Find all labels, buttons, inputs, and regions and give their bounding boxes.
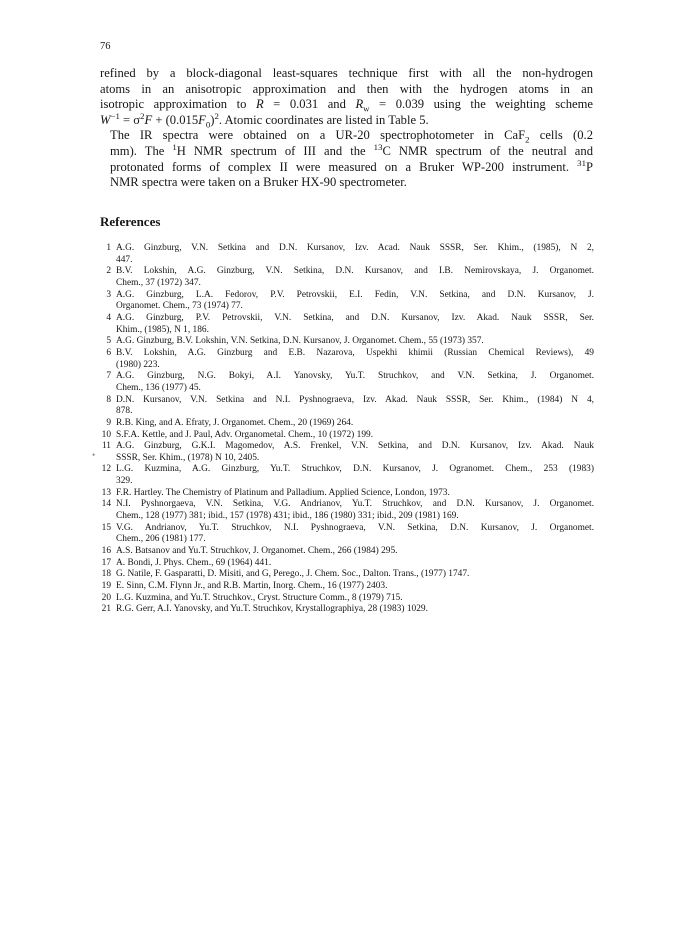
reference-number: 7 bbox=[106, 371, 111, 382]
reference-item bbox=[100, 464, 594, 487]
reference-text bbox=[116, 418, 594, 430]
reference-line: N.I. Pyshnorgaeva, V.N. Setkina, V.G. Andrianov, Yu.T. Struchkov, and D.N. Kursanov, J. Organomet. bbox=[116, 499, 594, 510]
reference-item bbox=[100, 336, 594, 348]
reference-line: A.G. Ginzburg, L.A. Fedorov, P.V. Petrovskii, E.I. Fedin, V.N. Setkina, and D.N. Kursanov, J. bbox=[116, 289, 594, 300]
reference-line: Organomet. Chem., 73 (1974) 77. bbox=[116, 301, 243, 312]
reference-line: L.G. Kuzmina, and Yu.T. Struchkov., Cryst. Structure Comm., 8 (1979) 715. bbox=[116, 592, 403, 603]
reference-text bbox=[116, 546, 594, 558]
reference-item bbox=[100, 266, 594, 289]
reference-line: D.N. Kursanov, V.N. Setkina and N.I. Pyshnograeva, Izv. Akad. Nauk SSSR, Ser. Khim., (1984) N 4, bbox=[116, 394, 594, 405]
margin-dot: • bbox=[92, 450, 96, 460]
reference-line: R.G. Gerr, A.I. Yanovsky, and Yu.T. Struchkov, Krystallographiya, 28 (1983) 1029. bbox=[116, 604, 428, 615]
reference-item bbox=[100, 243, 594, 266]
reference-item bbox=[100, 604, 594, 616]
reference-line: L.G. Kuzmina, A.G. Ginzburg, Yu.T. Struchkov, D.N. Kursanov, J. Ogranomet. Chem., 253 (1983) bbox=[116, 464, 594, 475]
text-line: mm). The $^1$H NMR spectrum of III and the $^{13}$C NMR spectrum of the neutral and bbox=[110, 141, 593, 158]
reference-line: Khim., (1985), N 1, 186. bbox=[116, 324, 209, 335]
reference-number: 5 bbox=[106, 336, 111, 347]
reference-item bbox=[100, 488, 594, 500]
reference-text bbox=[116, 593, 594, 605]
reference-line: F.R. Hartley. The Chemistry of Platinum and Palladium. Applied Science, London, 1973. bbox=[116, 487, 450, 498]
reference-line: R.B. King, and A. Efraty, J. Organomet. Chem., 20 (1969) 264. bbox=[116, 417, 354, 428]
reference-line: S.F.A. Kettle, and J. Paul, Adv. Organometal. Chem., 10 (1972) 199. bbox=[116, 429, 374, 440]
text-line: atoms in an anisotropic approximation and then with the hydrogen atoms in an bbox=[100, 81, 593, 96]
reference-line: A.G. Ginzburg, P.V. Petrovskii, V.N. Setkina, and D.N. Kursanov, Izv. Akad. Nauk SSSR, Ser. bbox=[116, 312, 594, 323]
reference-text bbox=[116, 243, 594, 266]
reference-item bbox=[100, 581, 594, 593]
reference-number: 3 bbox=[106, 289, 111, 300]
paragraph-spectra bbox=[100, 128, 593, 190]
reference-line: (1980) 223. bbox=[116, 359, 160, 370]
reference-line: Chem., 128 (1977) 381; ibid., 157 (1978) 431; ibid., 186 (1980) 331; ibid., 209 (1981) 169. bbox=[116, 511, 459, 522]
reference-line: A.G. Ginzburg, G.K.I. Magomedov, A.S. Frenkel, V.N. Setkina, and D.N. Kursanov, Izv. Akad. Nauk bbox=[116, 441, 594, 452]
reference-item bbox=[100, 523, 594, 546]
reference-text bbox=[116, 290, 594, 313]
reference-item bbox=[100, 290, 594, 313]
reference-number: 4 bbox=[106, 312, 111, 323]
references-list bbox=[100, 243, 594, 616]
reference-line: B.V. Lokshin, A.G. Ginzburg and E.B. Nazarova, Uspekhi khimii (Russian Chemical Reviews), 49 bbox=[116, 347, 594, 358]
reference-number: 2 bbox=[106, 266, 111, 277]
reference-line: Chem., 37 (1972) 347. bbox=[116, 277, 201, 288]
reference-line: G. Natile, F. Gasparatti, D. Misiti, and G, Perego., J. Chem. Soc., Dalton. Trans., (1977) 1747. bbox=[116, 569, 470, 580]
text-line: $W^{-1} = \sigma^2F + (0.015F_0)^2$. Atomic coordinates are listed in Table 5. bbox=[100, 110, 429, 130]
reference-text bbox=[116, 604, 594, 616]
reference-line: A.S. Batsanov and Yu.T. Struchkov, J. Organomet. Chem., 266 (1984) 295. bbox=[116, 546, 398, 557]
reference-number: 17 bbox=[101, 557, 111, 568]
reference-line: A.G. Ginzburg, V.N. Setkina and D.N. Kursanov, Izv. Acad. Nauk SSSR, Ser. Khim., (1985), N 2, bbox=[116, 243, 594, 253]
reference-number: 9 bbox=[106, 417, 111, 428]
reference-line: A. Bondi, J. Phys. Chem., 69 (1964) 441. bbox=[116, 557, 272, 568]
reference-number: 6 bbox=[106, 347, 111, 358]
reference-item bbox=[100, 569, 594, 581]
reference-text bbox=[116, 395, 594, 418]
reference-text bbox=[116, 464, 594, 487]
reference-number: 8 bbox=[106, 394, 111, 405]
reference-line: SSSR, Ser. Khim., (1978) N 10, 2405. bbox=[116, 452, 260, 463]
page-number: 76 bbox=[100, 41, 111, 52]
reference-item bbox=[100, 593, 594, 605]
reference-number: 21 bbox=[101, 604, 111, 615]
reference-item bbox=[100, 348, 594, 371]
reference-text bbox=[116, 523, 594, 546]
reference-text bbox=[116, 348, 594, 371]
reference-line: A.G. Ginzburg, B.V. Lokshin, V.N. Setkina, D.N. Kursanov, J. Organomet. Chem., 55 (1973) 357. bbox=[116, 336, 484, 347]
paragraph-refinement bbox=[100, 66, 593, 128]
reference-line: V.G. Andrianov, Yu.T. Struchkov, N.I. Pyshnograeva, V.N. Setkina, D.N. Kursanov, J. Organomet. bbox=[116, 522, 594, 533]
reference-number: 12 bbox=[101, 464, 111, 475]
reference-item bbox=[100, 418, 594, 430]
reference-number: 19 bbox=[101, 581, 111, 592]
reference-text bbox=[116, 313, 594, 336]
reference-item bbox=[100, 371, 594, 394]
reference-number: 10 bbox=[101, 429, 111, 440]
reference-text bbox=[116, 266, 594, 289]
reference-number: 15 bbox=[101, 522, 111, 533]
reference-text bbox=[116, 569, 594, 581]
reference-item bbox=[100, 441, 594, 464]
reference-item bbox=[100, 313, 594, 336]
reference-line: 878. bbox=[116, 406, 133, 417]
reference-number: 18 bbox=[101, 569, 111, 580]
reference-line: A.G. Ginzburg, N.G. Bokyi, A.I. Yanovsky, Yu.T. Struchkov, and V.N. Setkina, J. Organomet. bbox=[116, 371, 594, 382]
reference-number: 14 bbox=[101, 499, 111, 510]
reference-number: 1 bbox=[106, 243, 111, 253]
reference-line: 447. bbox=[116, 254, 133, 265]
reference-line: 329. bbox=[116, 476, 133, 487]
reference-text bbox=[116, 371, 594, 394]
body-text bbox=[100, 66, 593, 191]
reference-number: 16 bbox=[101, 546, 111, 557]
reference-item bbox=[100, 395, 594, 418]
text-line: protonated forms of complex II were measured on a Bruker WP-200 instrument. $^{31}$P bbox=[110, 157, 593, 174]
text-line: refined by a block-diagonal least-squares technique first with all the non-hydrogen bbox=[100, 66, 593, 80]
reference-item bbox=[100, 499, 594, 522]
reference-number: 11 bbox=[101, 441, 111, 452]
reference-line: Chem., 136 (1977) 45. bbox=[116, 382, 201, 393]
reference-item bbox=[100, 430, 594, 442]
reference-text bbox=[116, 441, 594, 464]
reference-line: Chem., 206 (1981) 177. bbox=[116, 534, 206, 545]
reference-number: 20 bbox=[101, 592, 111, 603]
reference-line: E. Sinn, C.M. Flynn Jr., and R.B. Martin, Inorg. Chem., 16 (1977) 2403. bbox=[116, 581, 388, 592]
references-heading: References bbox=[100, 214, 161, 229]
reference-text bbox=[116, 336, 594, 348]
text-line: The IR spectra were obtained on a UR-20 spectrophotometer in CaF$_2$ cells (0.2 bbox=[110, 128, 593, 145]
reference-text bbox=[116, 558, 594, 570]
reference-text bbox=[116, 581, 594, 593]
reference-number: 13 bbox=[101, 487, 111, 498]
reference-text bbox=[116, 488, 594, 500]
text-line: NMR spectra were taken on a Bruker HX-90 spectrometer. bbox=[110, 175, 407, 190]
reference-item bbox=[100, 558, 594, 570]
reference-text bbox=[116, 430, 594, 442]
text-line: isotropic approximation to R = 0.031 and $R_w = 0.039$ using the weighting scheme bbox=[100, 97, 594, 114]
reference-text bbox=[116, 499, 594, 522]
reference-line: B.V. Lokshin, A.G. Ginzburg, V.N. Setkina, D.N. Kursanov, and I.B. Nemirovskaya, J. Organomet. bbox=[116, 266, 594, 277]
reference-item bbox=[100, 546, 594, 558]
